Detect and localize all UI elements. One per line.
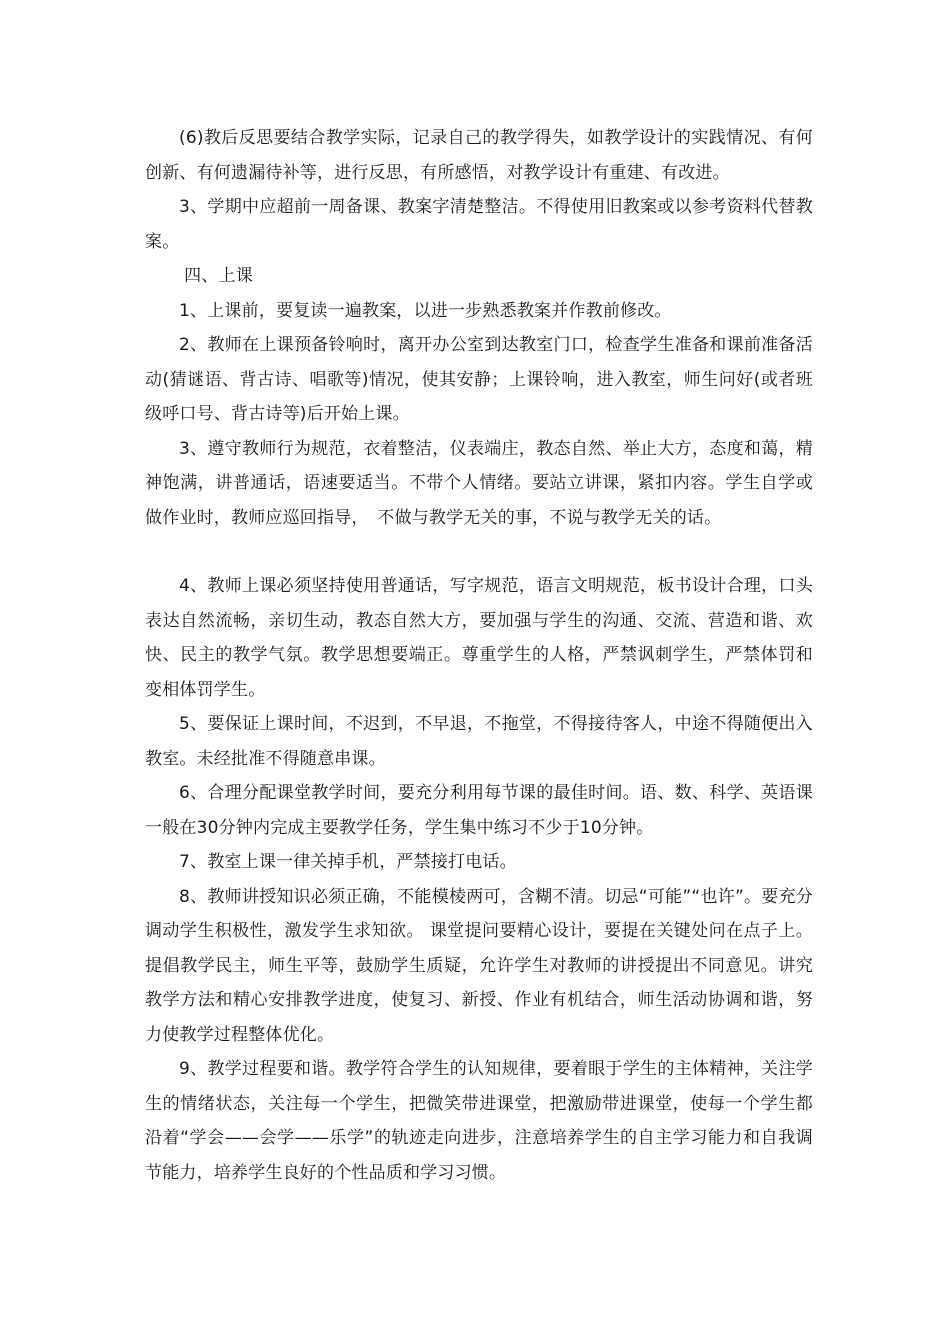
paragraph-4-mandarin: 4、教师上课必须坚持使用普通话，写字规范，语言文明规范，板书设计合理，口头表达自然流畅，亲切生动，教态自然大方，要加强与学生的沟通、交流、营造和谐、欢快、民主的教学气氛。教学思想要端正。尊重学生的人格，严禁讽刺学生，严禁体罚和变相体罚学生。 <box>145 576 813 700</box>
paragraph-7-phones: 7、教室上课一律关掉手机，严禁接打电话。 <box>179 852 517 872</box>
document-body <box>145 121 813 1190</box>
paragraph-5-time: 5、要保证上课时间，不迟到，不早退，不拖堂，不得接待客人，中途不得随便出入教室。未经批准不得随意串课。 <box>145 714 813 769</box>
paragraph-2-bell: 2、教师在上课预备铃响时，离开办公室到达教室门口，检查学生准备和课前准备活动(猜谜语、背古诗、唱歌等)情况，使其安静；上课铃响，进入教室，师生问好(或者班级呼口号、背古诗等)后开始上课。 <box>145 335 813 424</box>
paragraph-3-lesson-prep: 3、学期中应超前一周备课、教案字清楚整洁。不得使用旧教案或以参考资料代替教案。 <box>145 197 813 252</box>
section-heading-class: 四、上课 <box>184 266 253 286</box>
paragraph-3-conduct: 3、遵守教师行为规范，衣着整洁，仪表端庄，教态自然、举止大方，态度和蔼，精神饱满，讲普通话，语速要适当。不带个人情绪。要站立讲课，紧扣内容。学生自学或做作业时，教师应巡回指导， 不做与教学无关的事，不说与教学无关的话。 <box>145 438 813 528</box>
paragraph-gap <box>145 535 813 569</box>
paragraph-6-reflection: (6)教后反思要结合教学实际，记录自己的教学得失，如教学设计的实践情况、有何创新、有何遗漏待补等，进行反思，有所感悟，对教学设计有重建、有改进。 <box>145 128 813 183</box>
paragraph-1-before-class: 1、上课前，要复读一遍教案，以进一步熟悉教案并作教前修改。 <box>179 300 672 321</box>
paragraph-8-teaching: 8、教师讲授知识必须正确，不能模棱两可，含糊不清。切忌“可能”“也许”。要充分调动学生积极性，激发学生求知欲。 课堂提问要精心设计，要提在关键处问在点子上。提倡教学民主，师生平等，鼓励学生质疑，允许学生对教师的讲授提出不同意见。讲究教学方法和精心安排教学进度，使复习、新授、作业有机结合，师生活动协调和谐，努力使教学过程整体优化。 <box>145 886 813 1045</box>
paragraph-9-harmony: 9、教学过程要和谐。教学符合学生的认知规律，要着眼于学生的主体精神，关注学生的情绪状态，关注每一个学生，把微笑带进课堂，把激励带进课堂，使每一个学生都沿着“学会——会学——乐学”的轨迹走向进步，注意培养学生的自主学习能力和自我调节能力，培养学生良好的个性品质和学习习惯。 <box>145 1059 813 1183</box>
paragraph-6-time-allocation: 6、合理分配课堂教学时间，要充分利用每节课的最佳时间。语、数、科学、英语课一般在30分钟内完成主要教学任务，学生集中练习不少于10分钟。 <box>145 783 813 838</box>
